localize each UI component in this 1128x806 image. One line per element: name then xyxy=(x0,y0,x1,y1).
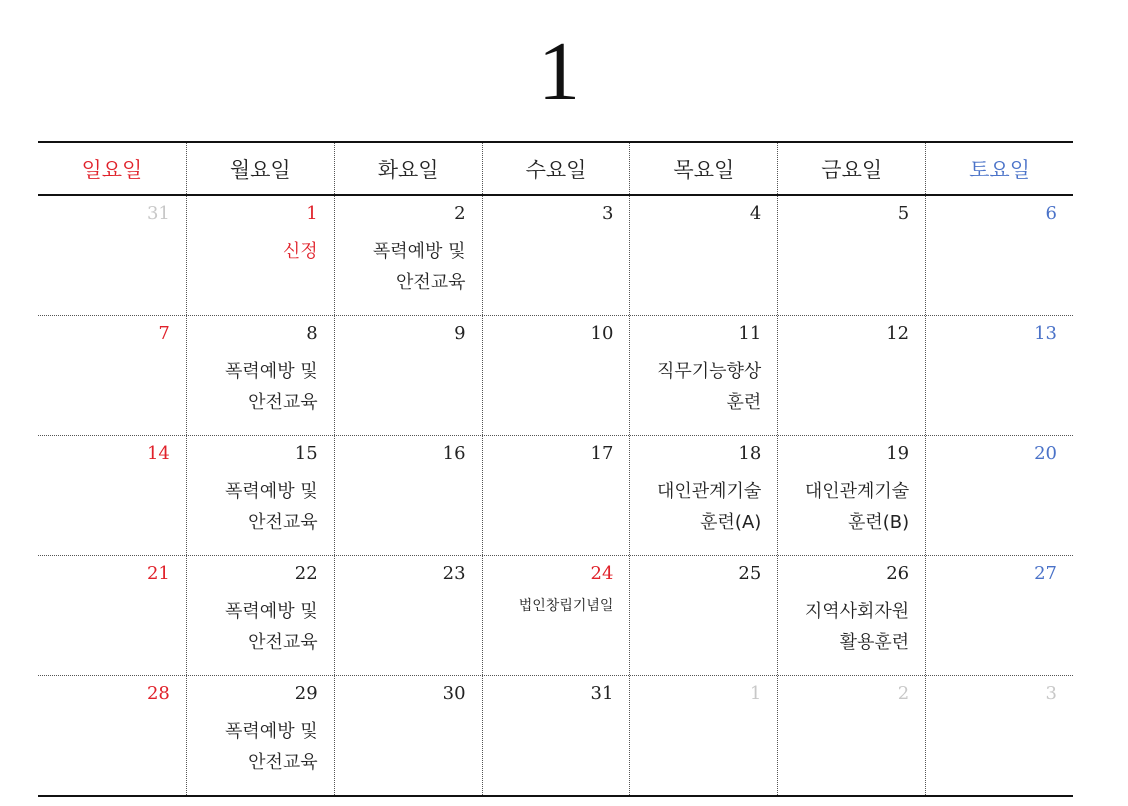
week-row xyxy=(38,555,1073,675)
day-number: 8 xyxy=(306,323,318,344)
day-cell[interactable] xyxy=(629,196,777,315)
weekday-header-3: 수요일 xyxy=(482,143,630,194)
day-event: 폭력예방 및 안전교육 xyxy=(225,361,318,413)
day-number: 2 xyxy=(454,203,466,224)
day-cell[interactable] xyxy=(334,436,482,555)
weekday-header-0: 일요일 xyxy=(81,157,143,182)
day-cell[interactable] xyxy=(482,676,630,795)
day-number: 1 xyxy=(749,683,762,704)
day-number: 6 xyxy=(1045,203,1057,224)
day-number: 19 xyxy=(886,443,910,464)
day-number: 20 xyxy=(1034,443,1057,464)
day-number: 29 xyxy=(294,683,318,704)
day-number: 17 xyxy=(590,443,614,464)
day-number: 11 xyxy=(738,323,762,344)
week-row xyxy=(38,315,1073,435)
day-cell[interactable] xyxy=(186,556,334,675)
day-event: 직무기능향상 훈련 xyxy=(656,361,762,413)
day-cell[interactable] xyxy=(777,196,925,315)
day-number: 28 xyxy=(146,683,170,704)
day-cell[interactable] xyxy=(777,316,925,435)
day-cell[interactable] xyxy=(777,556,925,675)
day-number: 23 xyxy=(442,563,466,584)
weekday-header-4: 목요일 xyxy=(629,143,777,194)
day-event: 폭력예방 및 안전교육 xyxy=(225,721,318,773)
day-cell[interactable] xyxy=(925,316,1073,435)
day-number: 24 xyxy=(590,563,614,584)
day-cell[interactable] xyxy=(186,196,334,315)
day-number: 3 xyxy=(601,203,614,224)
day-cell[interactable] xyxy=(186,316,334,435)
day-event: 폭력예방 및 안전교육 xyxy=(372,241,466,293)
day-event: 지역사회자원 활용훈련 xyxy=(804,601,910,653)
day-number: 31 xyxy=(590,683,614,704)
day-cell[interactable] xyxy=(629,676,777,795)
day-event: 폭력예방 및 안전교육 xyxy=(225,601,318,653)
day-event: 신정 xyxy=(282,241,318,262)
weekday-header-1: 월요일 xyxy=(186,143,334,194)
day-cell[interactable] xyxy=(925,556,1073,675)
day-cell[interactable] xyxy=(38,436,186,555)
day-number: 12 xyxy=(886,323,910,344)
day-number: 15 xyxy=(294,443,318,464)
day-event: 대인관계기술 훈련(B) xyxy=(804,481,910,533)
day-cell[interactable] xyxy=(334,316,482,435)
day-cell[interactable] xyxy=(38,556,186,675)
day-cell[interactable] xyxy=(38,196,186,315)
day-cell[interactable] xyxy=(186,436,334,555)
day-cell[interactable] xyxy=(482,316,630,435)
day-number: 5 xyxy=(897,203,910,224)
day-number: 13 xyxy=(1034,323,1057,344)
day-cell[interactable] xyxy=(38,676,186,795)
day-event: 폭력예방 및 안전교육 xyxy=(225,481,318,533)
day-number: 27 xyxy=(1034,563,1057,584)
day-cell[interactable] xyxy=(777,436,925,555)
day-number: 31 xyxy=(146,203,170,224)
day-number: 26 xyxy=(886,563,910,584)
day-cell[interactable] xyxy=(38,316,186,435)
weekday-header-row xyxy=(38,143,1073,196)
weekday-header-6: 토요일 xyxy=(925,143,1073,194)
calendar-weeks xyxy=(38,196,1073,795)
day-number: 16 xyxy=(442,443,466,464)
day-number: 21 xyxy=(146,563,170,584)
day-cell[interactable] xyxy=(334,676,482,795)
day-number: 18 xyxy=(738,443,762,464)
day-cell[interactable] xyxy=(925,676,1073,795)
day-cell[interactable] xyxy=(482,196,630,315)
calendar-table xyxy=(38,141,1073,797)
day-cell[interactable] xyxy=(629,556,777,675)
day-event: 대인관계기술 훈련(A) xyxy=(656,481,762,533)
day-number: 9 xyxy=(454,323,466,344)
day-cell[interactable] xyxy=(334,556,482,675)
week-row xyxy=(38,435,1073,555)
week-row xyxy=(38,675,1073,795)
day-number: 14 xyxy=(146,443,170,464)
day-number: 1 xyxy=(306,203,318,224)
day-number: 30 xyxy=(442,683,466,704)
day-cell[interactable] xyxy=(186,676,334,795)
month-title: 1 xyxy=(538,25,580,118)
day-cell[interactable] xyxy=(629,316,777,435)
day-cell[interactable] xyxy=(629,436,777,555)
day-cell[interactable] xyxy=(925,196,1073,315)
day-cell[interactable] xyxy=(482,556,630,675)
day-cell[interactable] xyxy=(925,436,1073,555)
day-number: 22 xyxy=(294,563,318,584)
day-event: 법인창립기념일 xyxy=(518,598,614,614)
weekday-header-5: 금요일 xyxy=(777,143,925,194)
day-number: 7 xyxy=(158,323,170,344)
day-number: 2 xyxy=(897,683,910,704)
day-number: 4 xyxy=(749,203,762,224)
weekday-header-2: 화요일 xyxy=(334,143,482,194)
day-cell[interactable] xyxy=(777,676,925,795)
day-number: 10 xyxy=(590,323,614,344)
day-number: 25 xyxy=(738,563,762,584)
week-row xyxy=(38,196,1073,315)
day-number: 3 xyxy=(1045,683,1057,704)
day-cell[interactable] xyxy=(482,436,630,555)
day-cell[interactable] xyxy=(334,196,482,315)
